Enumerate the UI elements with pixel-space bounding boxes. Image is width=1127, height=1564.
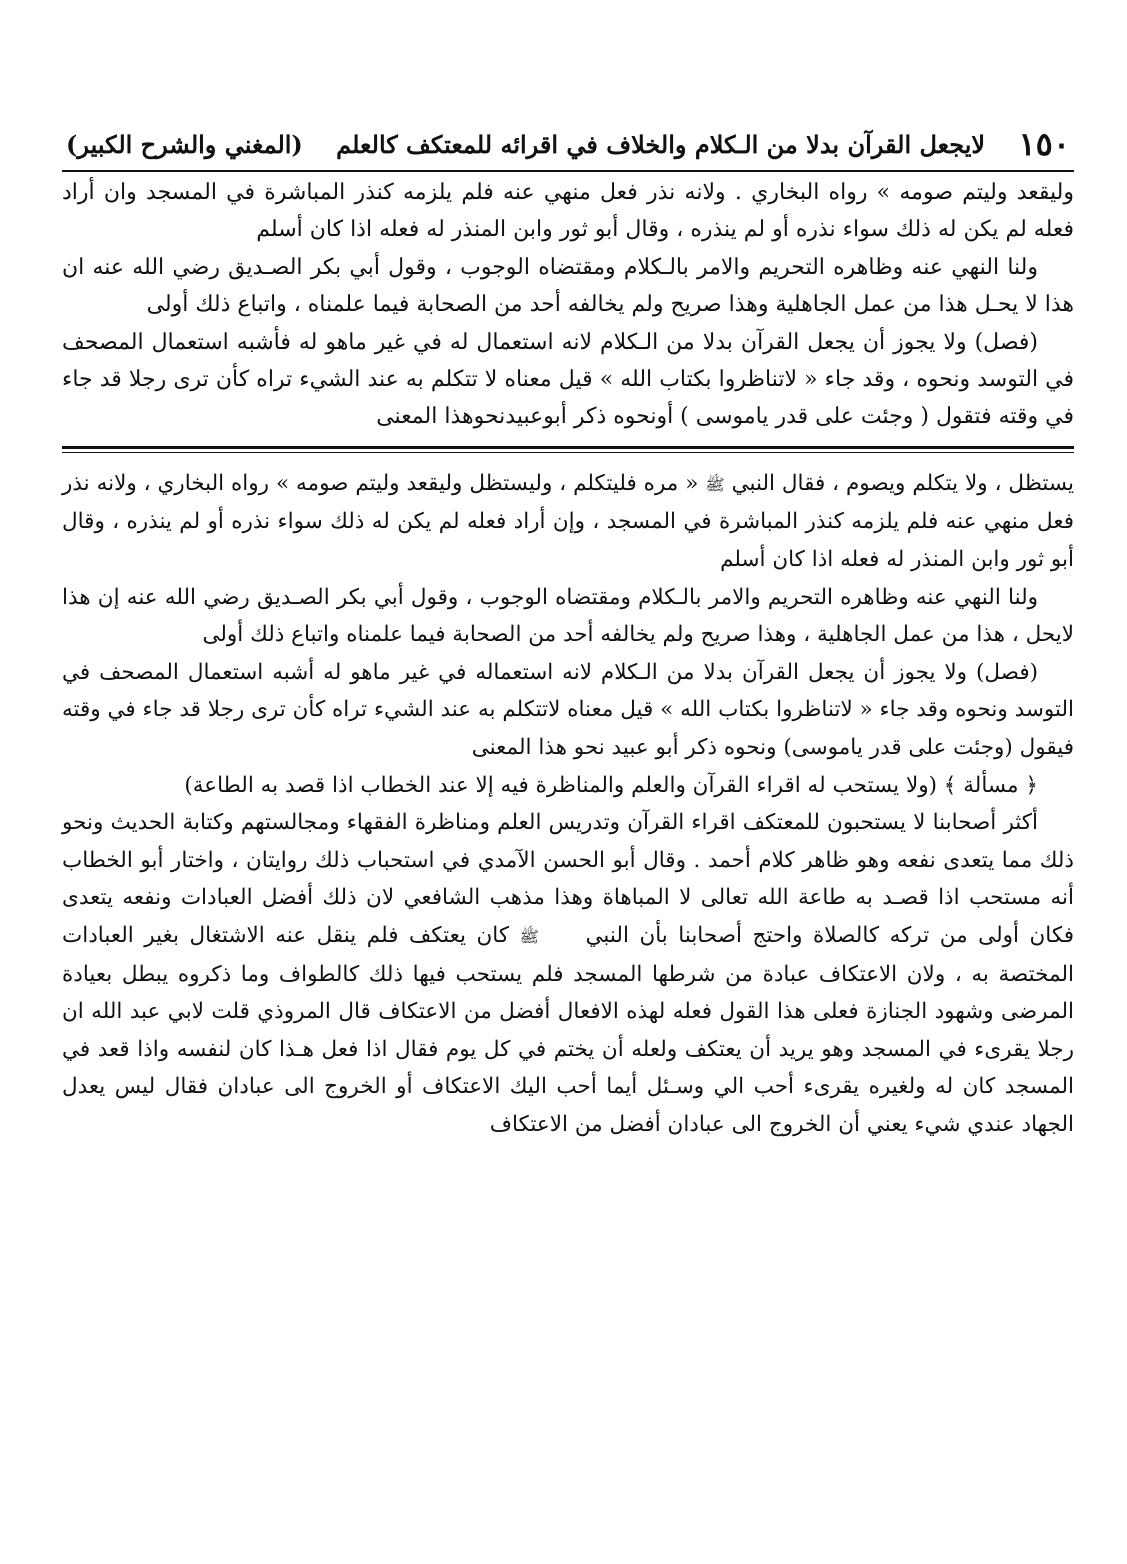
matn-paragraph: ولنا النهي عنه وظاهره التحريم والامر بالـكلام ومقتضاه الوجوب ، وقول أبي بكر الصـديق رضي الله عنه ان هذا لا يحـل هذا من عمل الجاهلية وهذا صريح ولم يخالفه أحد من الصحابة فيما علمناه ، واتباع ذلك أولى [62,254,1074,318]
paragraph-text: يستظل ، ولا يتكلم ويصوم ، فقال النبي [731,470,1074,496]
running-title: لايجعل القرآن بدلا من الـكلام والخلاف في اقرائه للمعتكف كالعلم [336,129,986,159]
document-page [62,118,1074,1144]
sharh-section [62,465,1074,1144]
prophet-seal-icon: ﷺ [519,926,539,946]
page-header [62,118,1074,172]
paragraph-text: « مره فليتكلم ، وليستظل وليقعد وليتم صومه » رواه البخاري ، ولانه نذر فعل منهي عنه فلم يلزمه كنذر المباشرة في المسجد ، وإن أراد فعله لم يكن له ذلك سواء نذره أو لم ينذره ، وقال أبو ثور وابن المنذر له فعله اذا كان أسلم [62,470,1074,573]
matn-paragraph: وليقعد وليتم صومه » رواه البخاري . ولانه نذر فعل منهي عنه فلم يلزمه كنذر المباشرة في المسجد وان أراد فعله لم يكن له ذلك سواء نذره أو لم ينذره ، وقال أبو ثور وابن المنذر له فعله اذا كان أسلم [62,180,1074,243]
matn-section [62,174,1074,436]
sharh-paragraph [62,804,1074,1143]
matn-paragraph: (فصل) ولا يجوز أن يجعل القرآن بدلا من الـكلام لانه استعمال له في غير ماهو له فأشبه استعمال المصحف في التوسد ونحوه ، وقد جاء « لاتناظروا بكتاب الله » قيل معناه لا تتكلم به عند الشيء تراه كأن ترى رجلا قد جاء في وقته فتقول ( وجئت على قدر ياموسى ) أونحوه ذكر أبوعبيدنحوهذا المعنى [62,329,1074,430]
prophet-seal-icon: ﷺ [705,474,725,494]
sharh-paragraph: (فصل) ولا يجوز أن يجعل القرآن بدلا من الـكلام لانه استعماله في غير ماهو له أشبه استعمال المصحف في التوسد ونحوه وقد جاء « لاتناظروا بكتاب الله » قيل معناه لاتتكلم به عند الشيء تراه كأن ترى رجلا قد جاء في وقته فيقول (وجئت على قدر ياموسى) ونحوه ذكر أبو عبيد نحو هذا المعنى [62,659,1074,760]
masala-heading: ﴿ مسألة ﴾ (ولا يستحب له اقراء القرآن والعلم والمناظرة فيه إلا عند الخطاب اذا قصد به الطاعة) [184,772,1038,798]
paragraph-text: أكثر أصحابنا لا يستحبون للمعتكف اقراء القرآن وتدريس العلم ومناظرة الفقهاء ومجالستهم وكتابة الحديث ونحو ذلك مما يتعدى نفعه وهو ظاهر كلام أحمد . وقال أبو الحسن الآمدي في استحباب ذلك روايتان ، واختار أبو الخطاب أنه مستحب اذا قصـد به طاعة الله تعالى لا المباهاة وهذا مذهب الشافعي لان ذلك أفضل العبادات ونفعه يتعدى فكان أولى من تركه كالصلاة واحتج أصحابنا بأن النبي [62,810,1075,948]
section-divider [62,446,1074,449]
sharh-paragraph [62,465,1074,579]
book-title: (المغني والشرح الكبير) [66,129,303,159]
sharh-paragraph: ولنا النهي عنه وظاهره التحريم والامر بالـكلام ومقتضاه الوجوب ، وقول أبي بكر الصـديق رضي الله عنه إن هذا لايحل ، هذا من عمل الجاهلية ، وهذا صريح ولم يخالفه أحد من الصحابة فيما علمناه واتباع ذلك أولى [62,584,1074,648]
page-number: ١٥٠ [1018,125,1070,163]
paragraph-text: كان يعتكف فلم ينقل عنه الاشتغال بغير العبادات المختصة به ، ولان الاعتكاف عبادة من شرطها المسجد فلم يستحب فيها ذلك كالطواف وما ذكروه يبطل بعيادة المرضى وشهود الجنازة فعلى هذا القول فعله لهذه الافعال أفضل من الاعتكاف قال المروذي قلت لابي عبد الله ان رجلا يقرىء في المسجد وهو يريد أن يعتكف ولعله أن يختم في كل يوم فقال اذا فعل هـذا كان لنفسه واذا قعد في المسجد كان له ولغيره يقرىء أحب الي وسـئل أيما أحب اليك الاعتكاف أو الخروج الى عبادان فقال ليس يعدل الجهاد عندي شيء يعني أن الخروج الى عبادان أفضل من الاعتكاف [62,922,1074,1137]
section-divider-thin [62,452,1074,453]
